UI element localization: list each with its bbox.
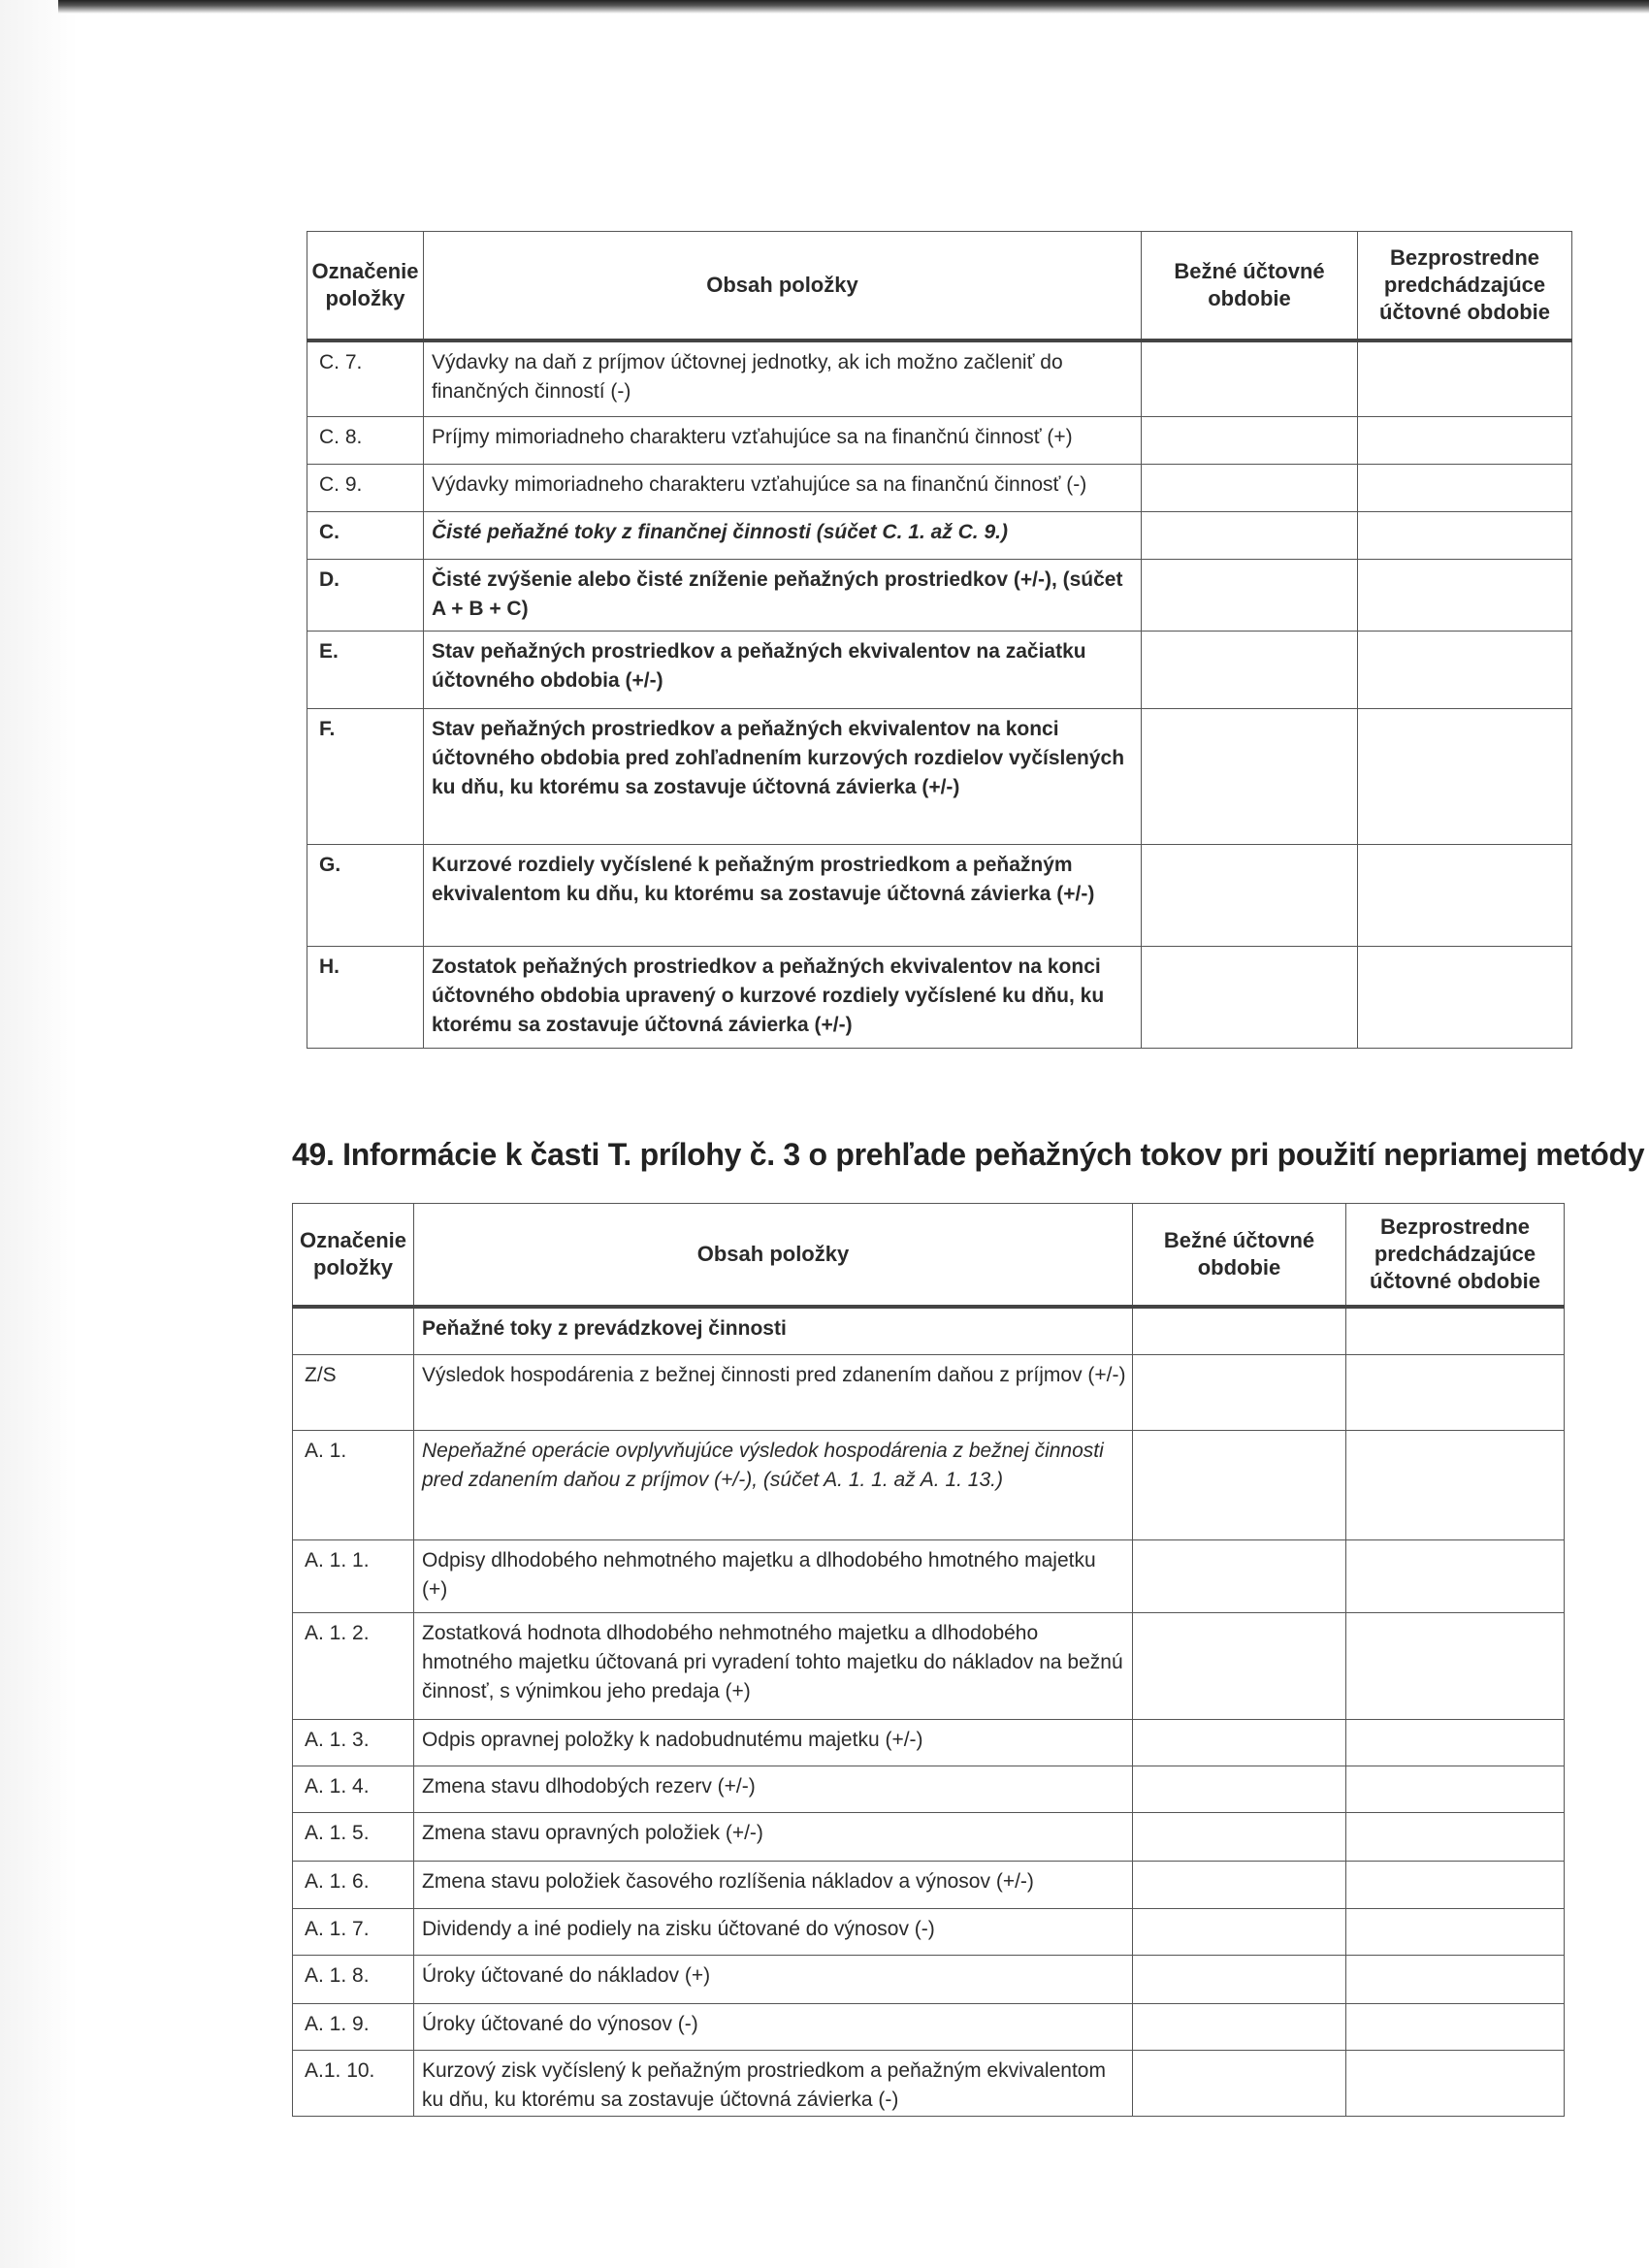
section-heading: 49. Informácie k časti T. prílohy č. 3 o prehľade peňažných tokov pri použití nepriamej metódy — [292, 1137, 1645, 1172]
previous-period-value[interactable] — [1346, 1909, 1565, 1956]
item-content: Úroky účtované do výnosov (-) — [414, 2004, 1133, 2051]
table-row — [293, 1909, 1565, 1956]
header-current-period: Bežné účtovné obdobie — [1142, 232, 1358, 340]
table-row — [293, 1355, 1565, 1431]
current-period-value[interactable] — [1133, 1862, 1346, 1909]
item-code: C. 8. — [307, 417, 424, 465]
item-content: Príjmy mimoriadneho charakteru vzťahujúce sa na finančnú činnosť (+) — [424, 417, 1142, 465]
item-code: A. 1. 9. — [293, 2004, 414, 2051]
previous-period-value[interactable] — [1346, 1720, 1565, 1766]
current-period-value[interactable] — [1133, 1956, 1346, 2004]
item-code: A.1. 10. — [293, 2051, 414, 2117]
table-header-row — [307, 232, 1572, 340]
current-period-value[interactable] — [1142, 947, 1358, 1049]
table-row — [307, 512, 1572, 560]
item-content: Kurzový zisk vyčíslený k peňažným prostriedkom a peňažným ekvivalentom ku dňu, ku ktorému sa zostavuje účtovná závierka (-) — [414, 2051, 1133, 2117]
table-row — [307, 417, 1572, 465]
item-content: Nepeňažné operácie ovplyvňujúce výsledok hospodárenia z bežnej činnosti pred zdanením daňou z príjmov (+/-), (súčet A. 1. 1. až A. 1. 13.) — [414, 1431, 1133, 1540]
previous-period-value[interactable] — [1358, 465, 1572, 512]
current-period-value[interactable] — [1142, 845, 1358, 947]
item-code: A. 1. 1. — [293, 1540, 414, 1613]
table-row — [293, 2004, 1565, 2051]
previous-period-value[interactable] — [1346, 2051, 1565, 2117]
item-content: Čisté peňažné toky z finančnej činnosti (súčet C. 1. až C. 9.) — [424, 512, 1142, 560]
previous-period-value[interactable] — [1358, 340, 1572, 417]
current-period-value[interactable] — [1133, 1307, 1346, 1355]
indirect-method-cash-flow-table — [292, 1203, 1565, 2117]
header-content: Obsah položky — [414, 1204, 1133, 1307]
previous-period-value[interactable] — [1346, 1956, 1565, 2004]
item-code: C. 7. — [307, 340, 424, 417]
item-content: Zostatková hodnota dlhodobého nehmotného majetku a dlhodobého hmotného majetku účtovaná pri vyradení tohto majetku do nákladov na bežnú činnosť, s výnimkou jeho predaja (+) — [414, 1613, 1133, 1720]
current-period-value[interactable] — [1133, 2051, 1346, 2117]
table-row — [293, 2051, 1565, 2117]
item-code — [293, 1307, 414, 1355]
item-code: C. 9. — [307, 465, 424, 512]
current-period-value[interactable] — [1142, 632, 1358, 709]
header-previous-period: Bezprostredne predchádzajúce účtovné obdobie — [1358, 232, 1572, 340]
current-period-value[interactable] — [1133, 1766, 1346, 1813]
scan-top-edge — [58, 0, 1649, 14]
previous-period-value[interactable] — [1358, 512, 1572, 560]
table-row — [293, 1862, 1565, 1909]
item-code: A. 1. 7. — [293, 1909, 414, 1956]
table-row — [307, 845, 1572, 947]
current-period-value[interactable] — [1142, 417, 1358, 465]
cash-flow-table-continued — [307, 231, 1572, 1049]
current-period-value[interactable] — [1133, 1431, 1346, 1540]
item-content: Výdavky na daň z príjmov účtovnej jednotky, ak ich možno začleniť do finančných činností (-) — [424, 340, 1142, 417]
previous-period-value[interactable] — [1358, 632, 1572, 709]
table-row — [293, 1431, 1565, 1540]
previous-period-value[interactable] — [1346, 1813, 1565, 1862]
item-code: A. 1. 6. — [293, 1862, 414, 1909]
item-code: A. 1. — [293, 1431, 414, 1540]
previous-period-value[interactable] — [1346, 1613, 1565, 1720]
table-row — [293, 1540, 1565, 1613]
table-row — [293, 1956, 1565, 2004]
previous-period-value[interactable] — [1358, 845, 1572, 947]
header-content: Obsah položky — [424, 232, 1142, 340]
item-content: Kurzové rozdiely vyčíslené k peňažným prostriedkom a peňažným ekvivalentom ku dňu, ku ktorému sa zostavuje účtovná závierka (+/-) — [424, 845, 1142, 947]
item-content: Dividendy a iné podiely na zisku účtované do výnosov (-) — [414, 1909, 1133, 1956]
table-row — [307, 632, 1572, 709]
table-row — [307, 709, 1572, 845]
current-period-value[interactable] — [1142, 560, 1358, 632]
table-row — [307, 947, 1572, 1049]
previous-period-value[interactable] — [1346, 1355, 1565, 1431]
table-row — [307, 340, 1572, 417]
previous-period-value[interactable] — [1346, 2004, 1565, 2051]
current-period-value[interactable] — [1133, 1813, 1346, 1862]
item-code: A. 1. 5. — [293, 1813, 414, 1862]
previous-period-value[interactable] — [1346, 1540, 1565, 1613]
table-row — [293, 1720, 1565, 1766]
previous-period-value[interactable] — [1346, 1307, 1565, 1355]
item-content: Výdavky mimoriadneho charakteru vzťahujúce sa na finančnú činnosť (-) — [424, 465, 1142, 512]
item-content: Zmena stavu dlhodobých rezerv (+/-) — [414, 1766, 1133, 1813]
item-content: Čisté zvýšenie alebo čisté zníženie peňažných prostriedkov (+/-), (súčet A + B + C) — [424, 560, 1142, 632]
table-row — [293, 1813, 1565, 1862]
previous-period-value[interactable] — [1346, 1862, 1565, 1909]
item-code: A. 1. 8. — [293, 1956, 414, 2004]
previous-period-value[interactable] — [1358, 417, 1572, 465]
item-content: Zmena stavu opravných položiek (+/-) — [414, 1813, 1133, 1862]
item-code: D. — [307, 560, 424, 632]
item-code: G. — [307, 845, 424, 947]
item-content: Zostatok peňažných prostriedkov a peňažných ekvivalentov na konci účtovného obdobia upravený o kurzové rozdiely vyčíslené ku dňu, ku ktorému sa zostavuje účtovná závierka (+/-) — [424, 947, 1142, 1049]
previous-period-value[interactable] — [1346, 1766, 1565, 1813]
scan-shadow — [0, 0, 78, 2268]
current-period-value[interactable] — [1142, 512, 1358, 560]
current-period-value[interactable] — [1142, 465, 1358, 512]
item-code: A. 1. 2. — [293, 1613, 414, 1720]
item-content: Úroky účtované do nákladov (+) — [414, 1956, 1133, 2004]
table-row — [307, 465, 1572, 512]
current-period-value[interactable] — [1133, 1540, 1346, 1613]
previous-period-value[interactable] — [1358, 709, 1572, 845]
table-row — [307, 560, 1572, 632]
current-period-value[interactable] — [1142, 709, 1358, 845]
item-code: A. 1. 3. — [293, 1720, 414, 1766]
current-period-value[interactable] — [1142, 340, 1358, 417]
item-content: Odpisy dlhodobého nehmotného majetku a dlhodobého hmotného majetku (+) — [414, 1540, 1133, 1613]
table-row — [293, 1766, 1565, 1813]
item-code: A. 1. 4. — [293, 1766, 414, 1813]
table-row — [293, 1307, 1565, 1355]
header-previous-period: Bezprostredne predchádzajúce účtovné obdobie — [1346, 1204, 1565, 1307]
previous-period-value[interactable] — [1346, 1431, 1565, 1540]
item-content: Peňažné toky z prevádzkovej činnosti — [414, 1307, 1133, 1355]
current-period-value[interactable] — [1133, 1355, 1346, 1431]
item-content: Stav peňažných prostriedkov a peňažných ekvivalentov na konci účtovného obdobia pred zohľadnením kurzových rozdielov vyčíslených ku dňu, ku ktorému sa zostavuje účtovná závierka (+/-) — [424, 709, 1142, 845]
header-code: Označenie položky — [307, 232, 424, 340]
item-content: Výsledok hospodárenia z bežnej činnosti pred zdanením daňou z príjmov (+/-) — [414, 1355, 1133, 1431]
header-code: Označenie položky — [293, 1204, 414, 1307]
current-period-value[interactable] — [1133, 1720, 1346, 1766]
item-code: H. — [307, 947, 424, 1049]
current-period-value[interactable] — [1133, 1909, 1346, 1956]
current-period-value[interactable] — [1133, 1613, 1346, 1720]
item-content: Odpis opravnej položky k nadobudnutému majetku (+/-) — [414, 1720, 1133, 1766]
table-header-row — [293, 1204, 1565, 1307]
item-content: Zmena stavu položiek časového rozlíšenia nákladov a výnosov (+/-) — [414, 1862, 1133, 1909]
item-code: E. — [307, 632, 424, 709]
item-code: Z/S — [293, 1355, 414, 1431]
header-current-period: Bežné účtovné obdobie — [1133, 1204, 1346, 1307]
previous-period-value[interactable] — [1358, 947, 1572, 1049]
item-code: C. — [307, 512, 424, 560]
item-content: Stav peňažných prostriedkov a peňažných ekvivalentov na začiatku účtovného obdobia (+/-) — [424, 632, 1142, 709]
current-period-value[interactable] — [1133, 2004, 1346, 2051]
item-code: F. — [307, 709, 424, 845]
previous-period-value[interactable] — [1358, 560, 1572, 632]
table-row — [293, 1613, 1565, 1720]
